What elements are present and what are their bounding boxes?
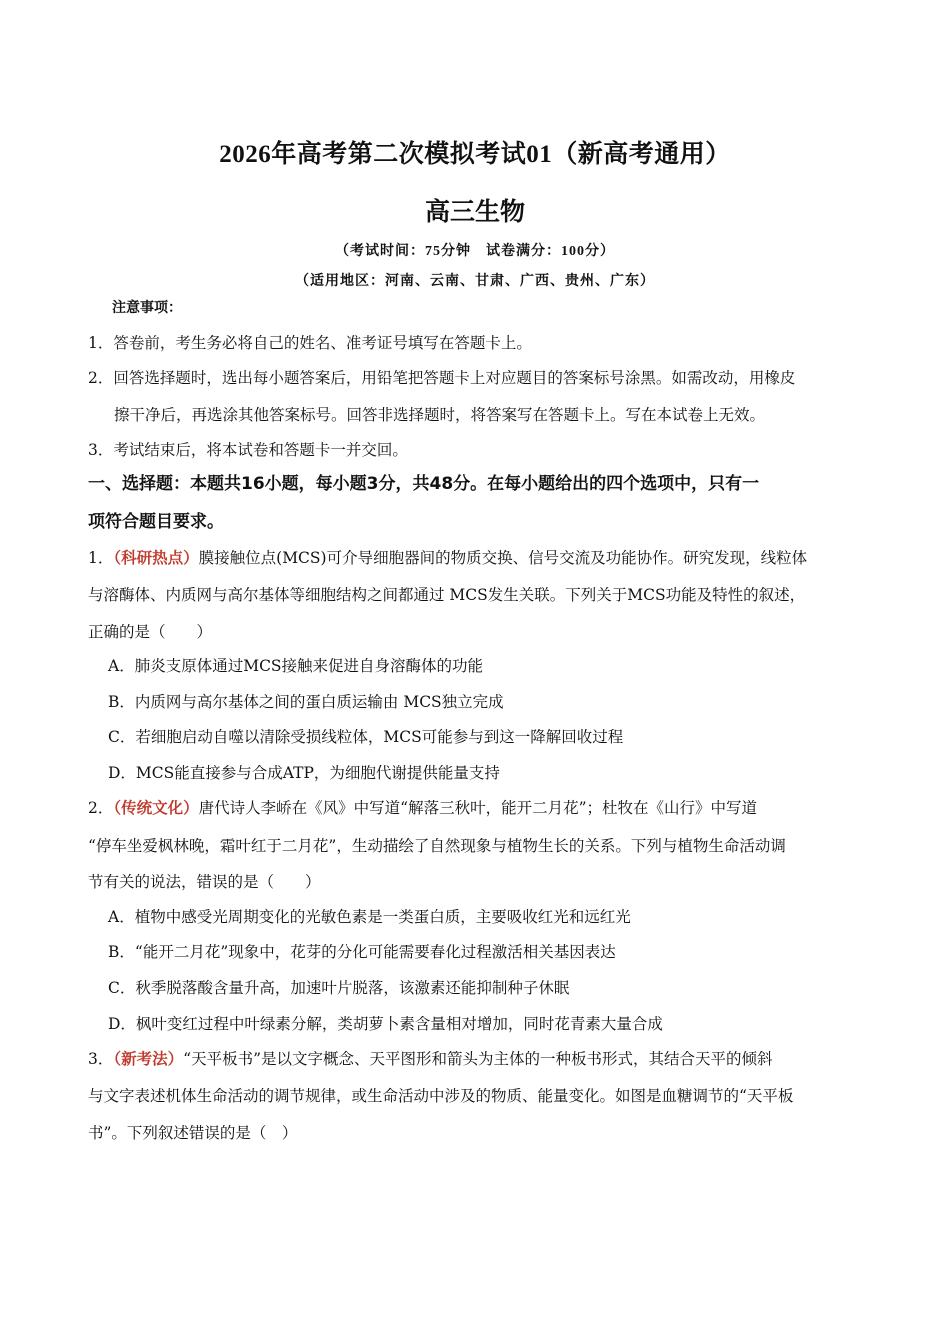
question-text: “天平板书”是以文字概念、天平图形和箭头为主体的一种板书形式，其结合天平的倾斜 — [183, 1050, 773, 1068]
question-1-stem — [88, 547, 868, 569]
notice-item: 2．回答选择题时，选出每小题答案后，用铅笔把答题卡上对应题目的答案标号涂黑。如需改动，用橡皮 — [88, 369, 796, 387]
question-text: 正确的是（ ） — [88, 623, 213, 641]
section-heading-cont: 项符合题目要求。 — [88, 512, 224, 532]
option-d: D．枫叶变红过程中叶绿素分解，类胡萝卜素含量相对增加，同时花青素大量合成 — [108, 1015, 663, 1033]
option-c: C．若细胞启动自噬以清除受损线粒体，MCS可能参与到这一降解回收过程 — [108, 728, 624, 746]
option-a: A．肺炎支原体通过MCS接触来促进自身溶酶体的功能 — [108, 657, 484, 675]
question-text: 膜接触位点(MCS)可介导细胞器间的物质交换、信号交流及功能协作。研究发现，线粒体 — [198, 549, 808, 567]
option-c: C．秋季脱落酸含量升高，加速叶片脱落，该激素还能抑制种子休眠 — [108, 979, 570, 997]
question-text: “停车坐爱枫林晚，霜叶红于二月花”，生动描绘了自然现象与植物生长的关系。下列与植物生命活动调 — [88, 837, 786, 855]
question-tag: （新考法） — [113, 1049, 184, 1068]
option-d: D．MCS能直接参与合成ATP，为细胞代谢提供能量支持 — [108, 764, 500, 782]
notice-heading: 注意事项： — [112, 300, 182, 316]
question-number: 2． — [88, 799, 114, 817]
question-text: 与文字表述机体生命活动的调节规律，或生命活动中涉及的物质、能量变化。如图是血糖调节的“天平板 — [88, 1087, 794, 1105]
question-text: 唐代诗人李峤在《风》中写道“解落三秋叶，能开二月花”；杜牧在《山行》中写道 — [198, 799, 757, 817]
question-3-stem — [88, 1048, 868, 1070]
question-tag: （科研热点） — [113, 548, 199, 567]
notice-item: 擦干净后，再选涂其他答案标号。回答非选择题时，将答案写在答题卡上。写在本试卷上无效。 — [114, 406, 766, 424]
question-number: 1． — [88, 549, 114, 567]
question-text: 书”。下列叙述错误的是（ ） — [88, 1124, 298, 1142]
section-heading: 一、选择题：本题共16小题，每小题3分，共48分。在每小题给出的四个选项中，只有一 — [88, 474, 760, 494]
exam-regions: （适用地区：河南、云南、甘肃、广西、贵州、广东） — [295, 274, 655, 289]
option-a: A．植物中感受光周期变化的光敏色素是一类蛋白质，主要吸收红光和远红光 — [108, 908, 631, 926]
notice-item: 1．答卷前，考生务必将自己的姓名、准考证号填写在答题卡上。 — [88, 334, 532, 352]
option-b: B．内质网与高尔基体之间的蛋白质运输由 MCS独立完成 — [108, 693, 504, 711]
subject-title: 高三生物 — [424, 199, 525, 226]
question-text: 与溶酶体、内质网与高尔基体等细胞结构之间都通过 MCS发生关联。下列关于MCS功能及特性的叙述， — [88, 586, 806, 604]
question-text: 节有关的说法，错误的是（ ） — [88, 873, 321, 891]
question-2-stem — [88, 797, 868, 819]
option-b: B．“能开二月花”现象中，花芽的分化可能需要春化过程激活相关基因表达 — [108, 943, 616, 961]
exam-info: （考试时间：75分钟 试卷满分：100分） — [335, 244, 615, 259]
question-number: 3． — [88, 1050, 114, 1068]
exam-title: 2026年高考第二次模拟考试01（新高考通用） — [219, 141, 731, 168]
notice-item: 3．考试结束后，将本试卷和答题卡一并交回。 — [88, 441, 408, 459]
question-tag: （传统文化） — [113, 798, 199, 817]
